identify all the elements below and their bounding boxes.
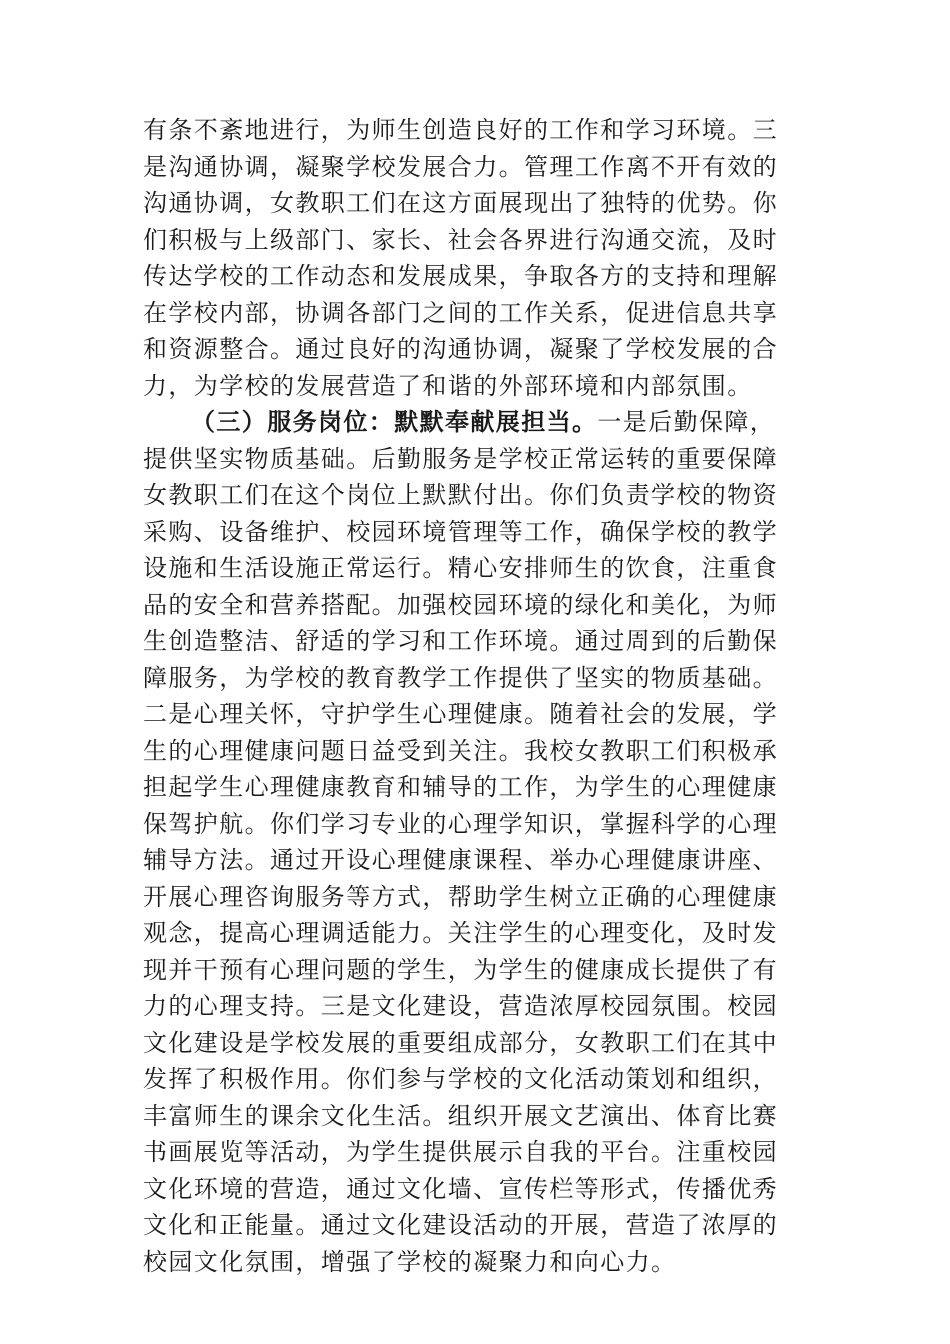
text-line: 辅导方法。通过开设心理健康课程、举办心理健康讲座、 — [143, 846, 778, 874]
text-line: 文化和正能量。通过文化建设活动的开展，营造了浓厚的 — [143, 1211, 778, 1239]
text-line: 文化环境的营造，通过文化墙、宣传栏等形式，传播优秀 — [143, 1174, 778, 1203]
text-line: 女教职工们在这个岗位上默默付出。你们负责学校的物资 — [143, 481, 778, 509]
text-line: 和资源整合。通过良好的沟通协调，凝聚了学校发展的合 — [143, 335, 778, 363]
text-line: 书画展览等活动，为学生提供展示自我的平台。注重校园 — [143, 1138, 778, 1166]
text-line: 现并干预有心理问题的学生，为学生的健康成长提供了有 — [143, 955, 778, 984]
text-line: 保驾护航。你们学习专业的心理学知识，掌握科学的心理 — [143, 809, 778, 838]
text-line: 校园文化氛围，增强了学校的凝聚力和向心力。 — [143, 1247, 677, 1276]
section-heading-continuation: 一是后勤保障， — [597, 408, 776, 436]
text-line: 丰富师生的课余文化生活。组织开展文艺演出、体育比赛 — [143, 1101, 778, 1130]
section-heading: （三）服务岗位：默默奉献展担当。 — [191, 407, 598, 436]
text-line: 是沟通协调，凝聚学校发展合力。管理工作离不开有效的 — [143, 152, 778, 181]
text-line: 文化建设是学校发展的重要组成部分，女教职工们在其中 — [143, 1028, 778, 1057]
body-text — [143, 112, 813, 1280]
text-line: 观念，提高心理调适能力。关注学生的心理变化，及时发 — [143, 919, 778, 947]
text-line: 提供坚实物质基础。后勤服务是学校正常运转的重要保障 — [143, 444, 778, 473]
text-line: 发挥了积极作用。你们参与学校的文化活动策划和组织， — [143, 1065, 778, 1093]
text-line: 品的安全和营养搭配。加强校园环境的绿化和美化，为师 — [143, 590, 778, 619]
text-line: 生创造整洁、舒适的学习和工作环境。通过周到的后勤保 — [143, 627, 778, 655]
text-line: 有条不紊地进行，为师生创造良好的工作和学习环境。三 — [143, 116, 778, 144]
text-line: 开展心理咨询服务等方式，帮助学生树立正确的心理健康 — [143, 882, 778, 911]
text-line: 二是心理关怀，守护学生心理健康。随着社会的发展，学 — [143, 700, 778, 728]
text-line: 担起学生心理健康教育和辅导的工作，为学生的心理健康 — [143, 773, 778, 801]
text-line: 沟通协调，女教职工们在这方面展现出了独特的优势。你 — [143, 189, 778, 217]
text-line: 生的心理健康问题日益受到关注。我校女教职工们积极承 — [143, 736, 778, 765]
text-line: 采购、设备维护、校园环境管理等工作，确保学校的教学 — [143, 517, 778, 546]
section-heading-line — [143, 404, 813, 441]
text-line: 障服务，为学校的教育教学工作提供了坚实的物质基础。 — [143, 663, 778, 692]
text-line: 传达学校的工作动态和发展成果，争取各方的支持和理解 — [143, 262, 778, 290]
text-line: 力的心理支持。三是文化建设，营造浓厚校园氛围。校园 — [143, 992, 778, 1020]
text-line: 设施和生活设施正常运行。精心安排师生的饮食，注重食 — [143, 554, 778, 582]
text-line: 力，为学校的发展营造了和谐的外部环境和内部氛围。 — [143, 371, 753, 400]
text-line: 在学校内部，协调各部门之间的工作关系，促进信息共享 — [143, 298, 778, 327]
text-line: 们积极与上级部门、家长、社会各界进行沟通交流，及时 — [143, 225, 778, 254]
